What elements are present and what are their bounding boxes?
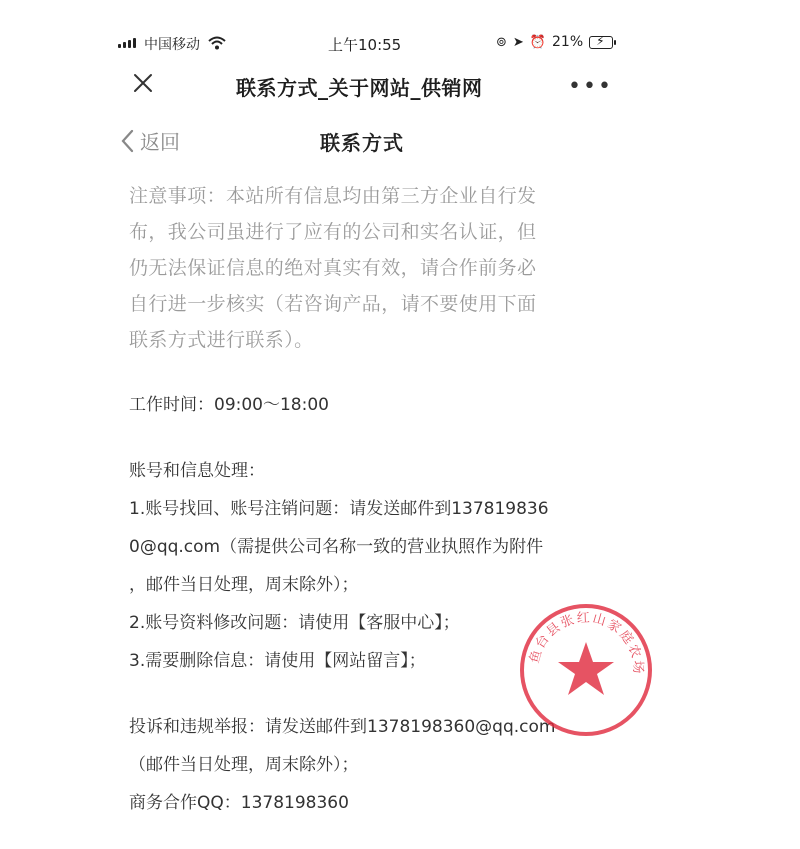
- notice-text: [129, 178, 619, 358]
- sub-header: [0, 118, 800, 164]
- complaint-line: （邮件当日处理，周末除外）；: [129, 755, 359, 775]
- location-icon: ➤: [512, 34, 524, 50]
- notice-line: 仍无法保证信息的绝对真实有效，请合作前务必: [129, 257, 537, 279]
- account-line: 0@qq.com（需提供公司名称一致的营业执照作为附件: [129, 537, 544, 557]
- account-heading: 账号和信息处理：: [129, 461, 265, 481]
- notice-line: 布，我公司虽进行了应有的公司和实名认证，但: [129, 221, 537, 243]
- account-section: [129, 452, 619, 680]
- top-nav-bar: [0, 62, 800, 108]
- notice-line: 自行进一步核实（若咨询产品，请不要使用下面: [129, 293, 537, 315]
- complaint-line: 商务合作QQ：1378198360: [129, 793, 349, 813]
- rotation-lock-icon: ⊚: [496, 34, 507, 50]
- work-time: 工作时间：09:00～18:00: [129, 395, 329, 415]
- complaint-section: [129, 708, 619, 822]
- close-icon: [130, 70, 156, 96]
- battery-percent: 21%: [552, 34, 584, 50]
- battery-icon: ⚡: [589, 36, 613, 49]
- clock: 上午10:55: [328, 36, 402, 54]
- alarm-icon: ⏰: [529, 34, 546, 50]
- system-icons: [496, 34, 613, 50]
- signal-icon: [118, 38, 136, 48]
- account-line: ，邮件当日处理，周末除外）；: [129, 575, 359, 595]
- account-line: 1.账号找回、账号注销问题：请发送邮件到137819836: [129, 499, 549, 519]
- account-line: 3.需要删除信息：请使用【网站留言】；: [129, 651, 426, 671]
- complaint-line: 投诉和违规举报：请发送邮件到1378198360@qq.com: [129, 717, 556, 737]
- carrier-label: 中国移动: [144, 37, 200, 53]
- notice-line: 注意事项：本站所有信息均由第三方企业自行发: [129, 185, 537, 207]
- chevron-left-icon: [120, 129, 134, 153]
- back-button[interactable]: [120, 126, 180, 155]
- account-line: 2.账号资料修改问题：请使用【客服中心】；: [129, 613, 460, 633]
- wifi-icon: [208, 35, 226, 54]
- svg-text:鱼台县张红山家庭农场: 鱼台县张红山家庭农场: [527, 610, 646, 676]
- more-options-button[interactable]: •••: [568, 74, 613, 99]
- page-title: 联系方式_关于网站_供销网: [236, 76, 483, 100]
- notice-line: 联系方式进行联系）。: [129, 329, 314, 351]
- close-button[interactable]: [130, 70, 156, 96]
- section-title: 联系方式: [320, 131, 404, 155]
- contact-content: [129, 178, 619, 822]
- back-label: 返回: [140, 130, 180, 154]
